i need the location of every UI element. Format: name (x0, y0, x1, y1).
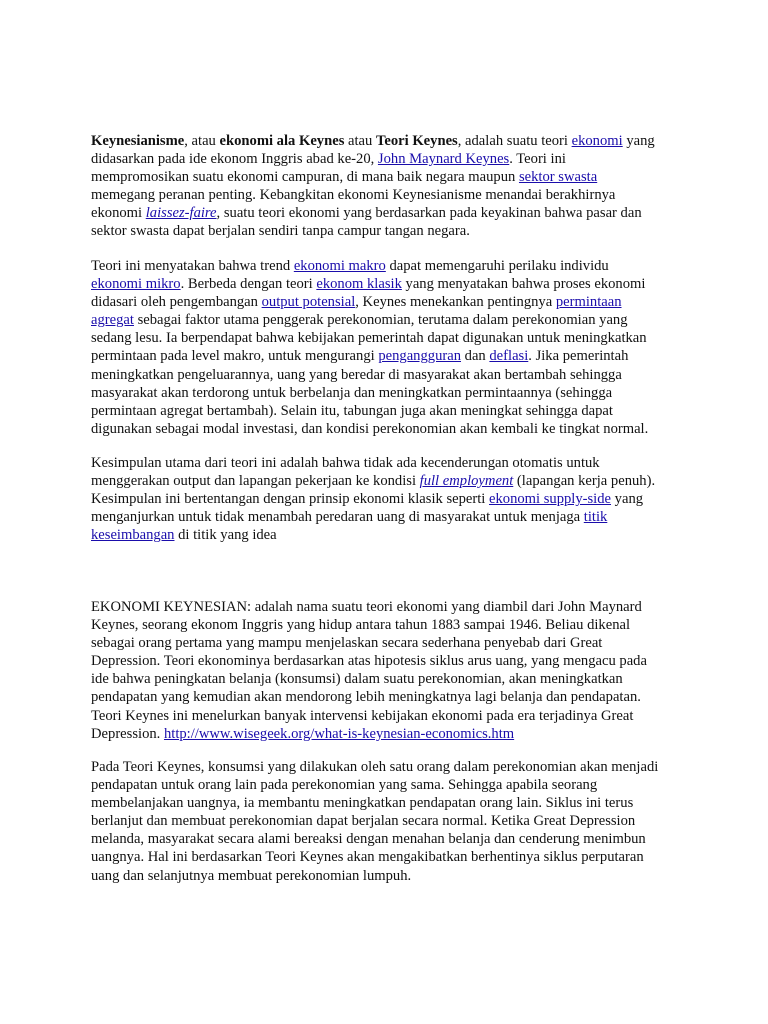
text-run: sektor swasta dapat berjalan sendiri tanpa campur tangan negara. (91, 223, 470, 240)
text-run: mempromosikan suatu ekonomi campuran, di mana baik negara maupun (91, 169, 519, 186)
text-run: Kesimpulan utama dari teori ini adalah bahwa tidak ada kecenderungan otomatis untuk (91, 455, 600, 471)
text-run: . Berbeda dengan teori (180, 276, 317, 293)
text-run: EKONOMI KEYNESIAN: adalah nama suatu teori ekonomi yang diambil dari John Maynard (91, 599, 642, 615)
text-run: ide bahwa peningkatan belanja (konsumsi) dalam suatu perekonomian, akan meningkatkan (91, 671, 623, 688)
text-run: menganjurkan untuk tidak menambah peredaran uang di masyarakat untuk menjaga (91, 509, 584, 526)
text-run: , suatu teori ekonomi yang berdasarkan pada keyakinan bahwa pasar dan (216, 205, 642, 222)
text-link[interactable]: John Maynard Keynes (377, 151, 510, 168)
text-run: berlanjut dan membuat perekonomian dapat berjalan secara normal. Ketika Great Depression (91, 813, 636, 830)
paragraph-keynesianisme (91, 132, 691, 241)
bold-term: Keynesianisme (91, 133, 185, 149)
text-link[interactable]: titik (583, 509, 608, 526)
text-run: permintaan pada level makro, untuk mengurangi (91, 348, 379, 365)
text-link[interactable]: permintaan (555, 294, 622, 311)
text-run: uang dan selanjutnya membuat perekonomian lumpuh. (91, 867, 412, 884)
text-run: pendapatan untuk orang lain pada perekonomian yang sama. Sehingga apabila seorang (91, 777, 598, 794)
text-run: Depression. (91, 725, 164, 742)
text-run: uangnya. Hal ini berdasarkan Teori Keynes akan mengakibatkan berhentinya siklus perputaran (91, 849, 644, 866)
text-run: memegang peranan penting. Kebangkitan ekonomi Keynesianisme menandai berakhirnya (91, 187, 616, 204)
text-run: , atau (184, 133, 220, 149)
text-run: atau (344, 133, 376, 149)
paragraph-ekonomi-keynesian (91, 598, 691, 743)
text-run: meningkatkan pengeluarannya, uang yang beredar di masyarakat akan bertambah sehingga (91, 366, 622, 383)
text-run: , Keynes menekankan pentingnya (355, 294, 556, 311)
text-run: sebagai faktor utama penggerak perekonomian, terutama dalam perekonomian yang (133, 312, 628, 329)
text-run: (lapangan kerja penuh). (513, 473, 656, 490)
text-run: masyarakat akan terdorong untuk berbelanja dan meningkatkan permintaannya (sehingga (91, 384, 613, 401)
text-run: sedang lesu. Ia berpendapat bahwa kebijakan pemerintah dapat digunakan untuk meningkatkan (91, 330, 647, 347)
text-link[interactable]: ekonom klasik (316, 276, 402, 293)
text-link[interactable]: full employment (419, 473, 514, 490)
text-link[interactable]: ekonomi mikro (91, 276, 181, 293)
text-run: yang (611, 491, 644, 508)
text-run: Kesimpulan ini bertentangan dengan prinsip ekonomi klasik seperti (91, 491, 489, 508)
text-link[interactable]: deflasi (489, 348, 529, 365)
text-run: didasari oleh pengembangan (91, 294, 262, 311)
text-run: ekonomi (91, 205, 146, 222)
text-link[interactable]: keseimbangan (91, 527, 175, 544)
text-run: , adalah suatu teori (457, 133, 572, 149)
text-run: dan (461, 348, 490, 365)
bold-term: Teori Keynes (375, 133, 458, 149)
text-link[interactable]: ekonomi supply-side (489, 491, 612, 508)
text-run: yang menyatakan bahwa proses ekonomi (401, 276, 646, 293)
text-run: . Jika pemerintah (528, 348, 629, 365)
text-link[interactable]: agregat (91, 312, 134, 329)
text-run: Teori Keynes ini menelurkan banyak intervensi kebijakan ekonomi pada era terjadinya Great (91, 707, 634, 724)
text-run: digunakan sebagai modal investasi, dan kondisi perekonomian akan kembali ke tingkat normal. (91, 420, 649, 437)
paragraph-teori-makro (91, 257, 691, 438)
text-run: pendapatan yang kemudian akan mendorong lebih meningkatnya lagi belanja dan pendapatan. (91, 689, 641, 706)
text-link[interactable]: output potensial (261, 294, 356, 311)
paragraph-kesimpulan (91, 454, 691, 544)
text-run: yang (622, 133, 655, 149)
text-link[interactable]: http://www.wisegeek.org/what-is-keynesian-economics.htm (163, 725, 515, 742)
text-run: membelanjakan uangnya, ia membantu meningkatkan pendapatan orang lain. Siklus ini terus (91, 795, 634, 812)
text-run: sebagai orang pertama yang mampu menjelaskan secara sederhana penyebab dari Great (91, 635, 603, 652)
text-link[interactable]: ekonomi (571, 133, 623, 149)
paragraph-teori-keynes-konsumsi (91, 758, 691, 885)
text-run: Teori ini menyatakan bahwa trend (91, 258, 294, 274)
text-link[interactable]: pengangguran (378, 348, 461, 365)
bold-term: ekonomi ala Keynes (219, 133, 345, 149)
text-run: didasarkan pada ide ekonom Inggris abad ke-20, (91, 151, 378, 168)
text-link[interactable]: sektor swasta (518, 169, 598, 186)
text-run: dapat memengaruhi perilaku individu (385, 258, 609, 274)
text-run: di titik yang idea (174, 527, 277, 544)
text-run: Keynes, seorang ekonom Inggris yang hidup antara tahun 1883 sampai 1946. Beliau dikenal (91, 617, 631, 634)
text-run: Pada Teori Keynes, konsumsi yang dilakukan oleh satu orang dalam perekonomian akan menjadi (91, 759, 659, 775)
text-link[interactable]: ekonomi makro (293, 258, 386, 274)
text-run: permintaan agregat bertambah). Selain itu, tabungan juga akan meningkat sehingga dapat (91, 402, 613, 419)
text-run: melanda, masyarakat secara alami bereaksi dengan menahan belanja dan cenderung menimbun (91, 831, 646, 848)
text-run: menggerakan output dan lapangan pekerjaan ke kondisi (91, 473, 420, 490)
text-link[interactable]: laissez-faire (145, 205, 217, 222)
text-run: . Teori ini (509, 151, 566, 168)
text-run: Depression. Teori ekonominya berdasarkan atas hipotesis siklus arus uang, yang mengacu pada (91, 653, 647, 670)
